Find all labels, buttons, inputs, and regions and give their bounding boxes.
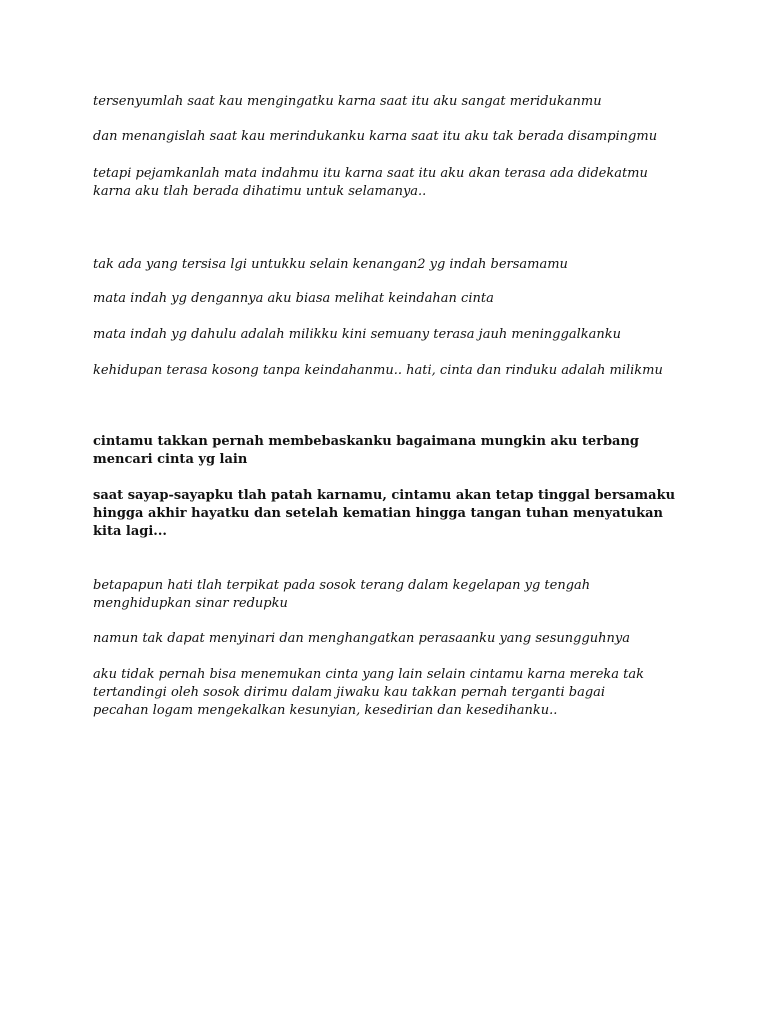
paragraph: tersenyumlah saat kau mengingatku karna saat itu aku sangat meridukanmu xyxy=(93,94,602,109)
paragraph: betapapun hati tlah terpikat pada sosok terang dalam kegelapan yg tengah menghidupkan sinar redupku xyxy=(93,578,591,611)
paragraph: kehidupan terasa kosong tanpa keindahanmu.. hati, cinta dan rinduku adalah milikmu xyxy=(93,363,663,378)
paragraph: namun tak dapat menyinari dan menghangatkan perasaanku yang sesungguhnya xyxy=(93,631,631,646)
paragraph: dan menangislah saat kau merindukanku karna saat itu aku tak berada disampingmu xyxy=(93,129,658,144)
paragraph: cintamu takkan pernah membebaskanku bagaimana mungkin aku terbang mencari cinta yg lain xyxy=(93,434,640,467)
paragraph: tetapi pejamkanlah mata indahmu itu karna saat itu aku akan terasa ada didekatmu karna aku tlah berada dihatimu untuk selamanya.. xyxy=(93,166,648,199)
paragraph: saat sayap-sayapku tlah patah karnamu, cintamu akan tetap tinggal bersamaku hingga akhir hayatku dan setelah kematian hingga tangan tuhan menyatukan kita lagi... xyxy=(93,488,676,539)
paragraph: mata indah yg dahulu adalah milikku kini semuany terasa jauh meninggalkanku xyxy=(93,327,622,342)
paragraph: aku tidak pernah bisa menemukan cinta yang lain selain cintamu karna mereka tak tertandingi oleh sosok dirimu dalam jiwaku kau takkan pernah terganti bagai pecahan logam mengekalkan kesunyian, kesedirian dan kesedihanku.. xyxy=(93,667,645,718)
paragraph: mata indah yg dengannya aku biasa melihat keindahan cinta xyxy=(93,291,494,306)
paragraph: tak ada yang tersisa lgi untukku selain kenangan2 yg indah bersamamu xyxy=(93,257,568,272)
